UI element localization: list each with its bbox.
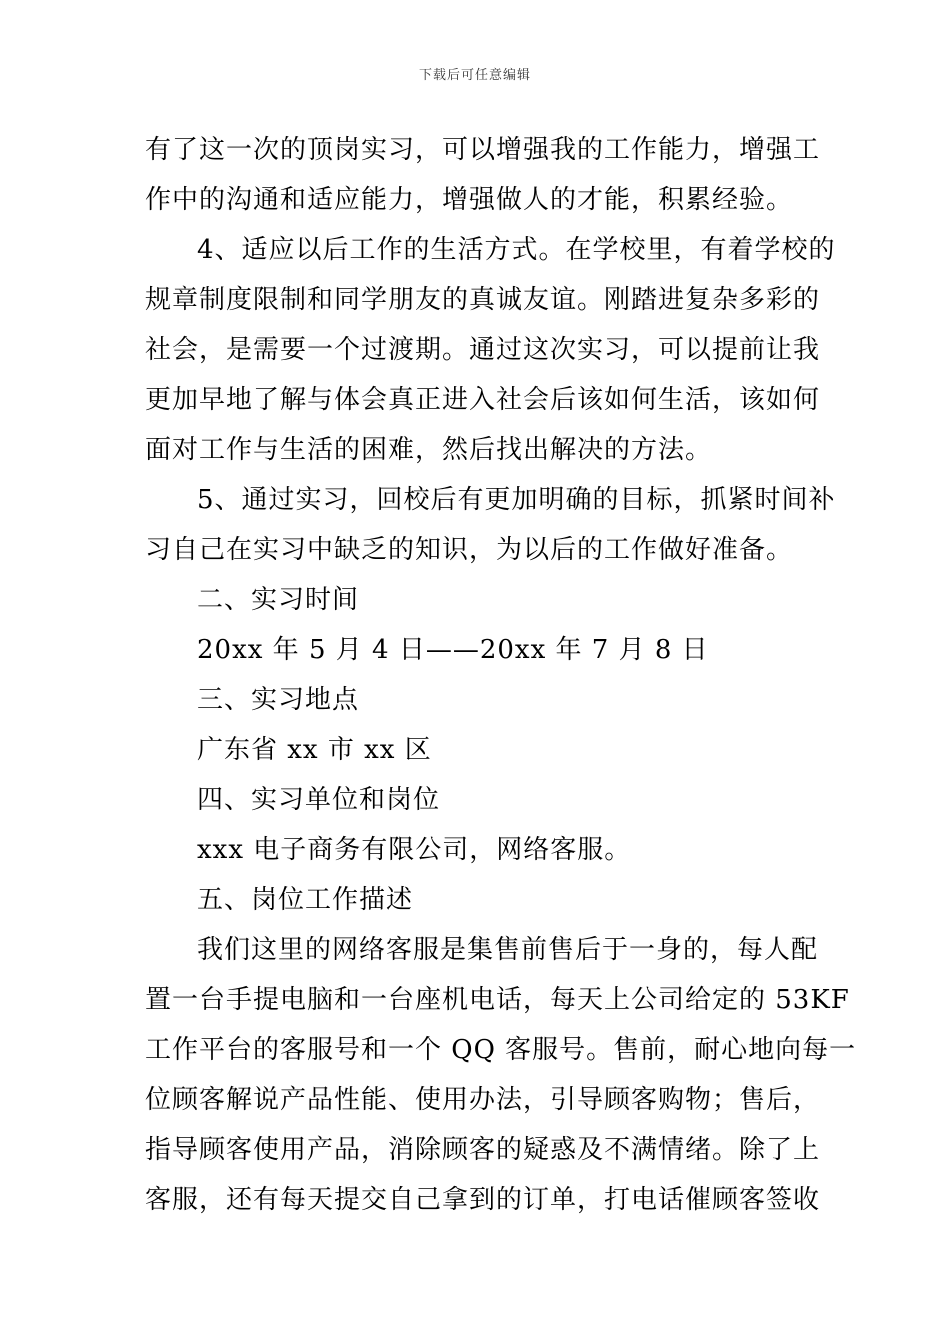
paragraph-line: 规章制度限制和同学朋友的真诚友谊。刚踏进复杂多彩的 (145, 285, 821, 315)
paragraph-line: 社会，是需要一个过渡期。通过这次实习，可以提前让我 (145, 335, 821, 365)
header-note: 下载后可任意编辑 (418, 68, 531, 83)
paragraph-line: 我们这里的网络客服是集售前售后于一身的，每人配 (197, 935, 819, 965)
paragraph-line: 置一台手提电脑和一台座机电话，每天上公司给定的 53KF (145, 985, 850, 1015)
internship-dates: 20xx 年 5 月 4 日——20xx 年 7 月 8 日 (197, 635, 709, 665)
paragraph-line: 指导顾客使用产品，消除顾客的疑惑及不满情绪。除了上 (145, 1135, 821, 1165)
paragraph-line: 工作平台的客服号和一个 QQ 客服号。售前，耐心地向每一 (145, 1035, 857, 1065)
section-heading: 二、实习时间 (197, 585, 360, 615)
internship-company: xxx 电子商务有限公司，网络客服。 (197, 835, 632, 865)
paragraph-line: 客服，还有每天提交自己拿到的订单，打电话催顾客签收 (145, 1185, 821, 1215)
paragraph-line: 位顾客解说产品性能、使用办法，引导顾客购物；售后， (145, 1085, 821, 1115)
section-heading: 三、实习地点 (197, 685, 360, 715)
internship-location: 广东省 xx 市 xx 区 (197, 735, 432, 765)
paragraph-line: 面对工作与生活的困难，然后找出解决的方法。 (145, 435, 713, 465)
section-heading: 五、岗位工作描述 (197, 885, 414, 915)
paragraph-line: 4、适应以后工作的生活方式。在学校里，有着学校的 (197, 235, 836, 265)
paragraph-line: 习自己在实习中缺乏的知识，为以后的工作做好准备。 (145, 535, 794, 565)
section-heading: 四、实习单位和岗位 (197, 785, 441, 815)
paragraph-line: 5、通过实习，回校后有更加明确的目标，抓紧时间补 (197, 485, 836, 515)
paragraph-line: 有了这一次的顶岗实习，可以增强我的工作能力，增强工 (145, 135, 821, 165)
paragraph-line: 更加早地了解与体会真正进入社会后该如何生活，该如何 (145, 385, 821, 415)
paragraph-line: 作中的沟通和适应能力，增强做人的才能，积累经验。 (145, 185, 794, 215)
